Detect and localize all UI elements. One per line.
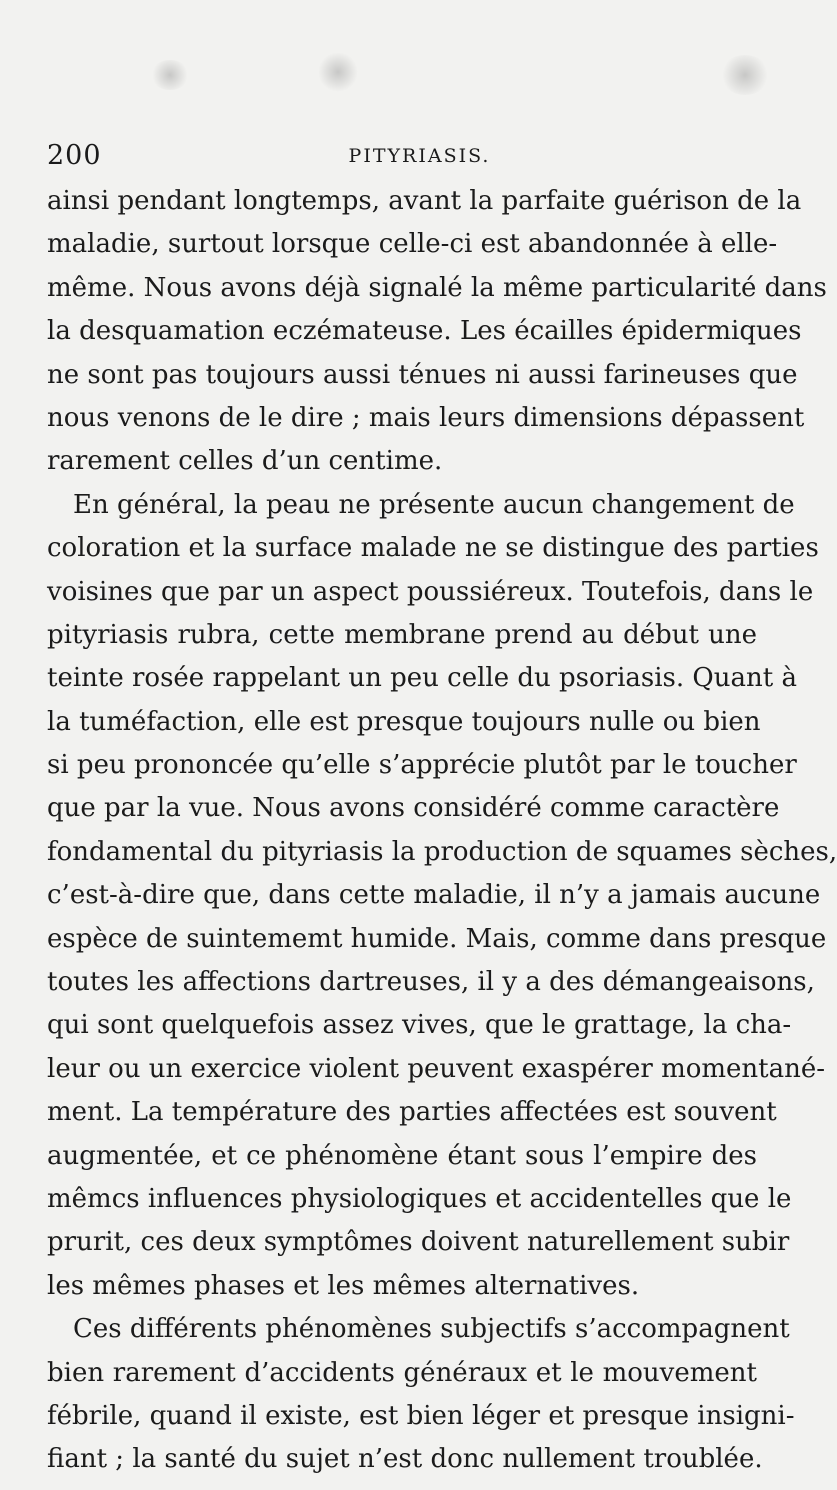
paragraph [47,484,837,1308]
text-line: pityriasis rubra, cette membrane prend au début une [47,619,757,650]
text-line: fiant ; la santé du sujet n’est donc nullement troublée. [47,1444,763,1475]
page-number: 200 [47,140,102,171]
text-line: En général, la peau ne présente aucun changement de [73,489,795,520]
text-line: maladie, surtout lorsque celle-ci est abandonnée à elle- [47,229,778,260]
text-line: la desquamation eczémateuse. Les écailles épidermiques [47,316,802,347]
text-line: que par la vue. Nous avons considéré comme caractère [47,793,780,824]
text-line: voisines que par un aspect poussiéreux. Toutefois, dans le [47,576,814,607]
body-text [47,180,837,1482]
text-line: ment. La température des parties affectées est souvent [47,1097,777,1128]
text-line: qui sont quelquefois assez vives, que le grattage, la cha- [47,1010,792,1041]
text-line: teinte rosée rappelant un peu celle du psoriasis. Quant à [47,663,797,694]
text-line: fébrile, quand il existe, est bien léger et presque insigni- [47,1400,795,1431]
text-line: leur ou un exercice violent peuvent exaspérer momentané- [47,1053,826,1084]
ink-smudge [318,52,358,92]
text-line: augmentée, et ce phénomène étant sous l’empire des [47,1140,757,1171]
text-line: rarement celles d’un centime. [47,446,443,477]
running-title: PITYRIASIS. [348,145,491,167]
text-line: mêmcs influences physiologiques et accidentelles que le [47,1183,792,1214]
text-line: la tuméfaction, elle est presque toujours nulle ou bien [47,706,761,737]
text-line: même. Nous avons déjà signalé la même particularité dans [47,272,827,303]
text-line: nous venons de le dire ; mais leurs dimensions dépassent [47,402,805,433]
text-line: toutes les affections dartreuses, il y a des démangeaisons, [47,967,815,998]
text-line: si peu prononcée qu’elle s’apprécie plutôt par le toucher [47,750,797,781]
text-line: les mêmes phases et les mêmes alternatives. [47,1270,640,1301]
text-line: prurit, ces deux symptômes doivent naturellement subir [47,1227,790,1258]
ink-smudge [720,55,770,95]
text-line: Ces différents phénomènes subjectifs s’accompagnent [73,1314,790,1345]
text-line: ainsi pendant longtemps, avant la parfaite guérison de la [47,186,802,216]
text-line: fondamental du pityriasis la production de squames sèches, [47,836,837,867]
page-header [47,138,752,178]
text-line: ne sont pas toujours aussi ténues ni aussi farineuses que [47,359,798,390]
paragraph [47,1308,795,1482]
text-line: bien rarement d’accidents généraux et le mouvement [47,1357,757,1388]
text-line: coloration et la surface malade ne se distingue des parties [47,533,819,564]
paragraph [47,180,827,484]
text-line: espèce de suintememt humide. Mais, comme dans presque [47,923,827,954]
text-line: c’est-à-dire que, dans cette maladie, il n’y a jamais aucune [47,880,821,911]
ink-smudge [150,60,190,90]
